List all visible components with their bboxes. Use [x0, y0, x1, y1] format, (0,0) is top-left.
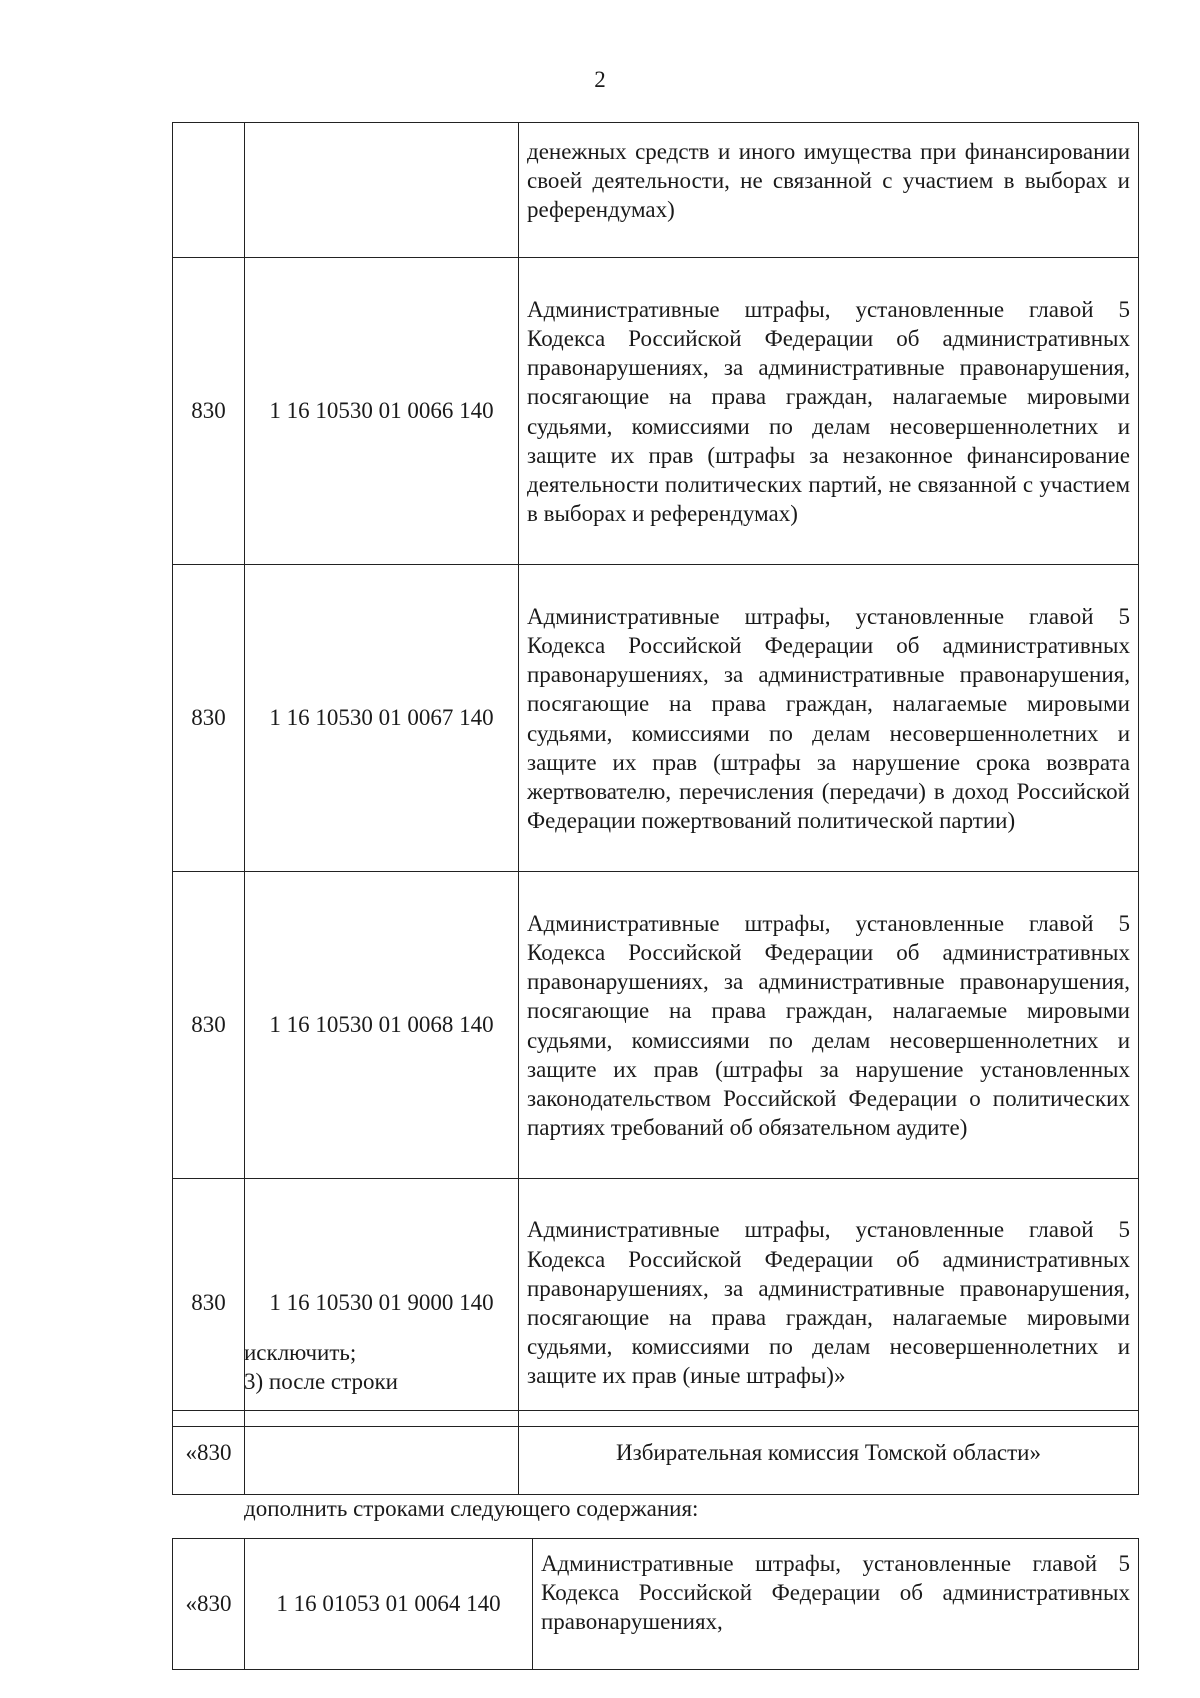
table-row [173, 123, 1139, 258]
admin-code-cell [173, 123, 245, 258]
kbk-code-cell: 1 16 10530 01 0067 140 [245, 565, 519, 872]
add-rows-paragraph: дополнить строками следующего содержания: [244, 1496, 699, 1521]
description-cell [519, 1179, 1139, 1427]
added-rows-table [172, 1538, 1139, 1670]
kbk-code-cell: 1 16 01053 01 0064 140 [245, 1539, 533, 1670]
description-cell: Избирательная комиссия Томской области» [519, 1411, 1139, 1495]
description-text: Административные штрафы, установленные главой 5 Кодекса Российской Федерации об административных правонарушениях, за административные правонарушения, посягающие на права граждан, налагаемые мировыми судьями, комиссиями по делам несовершеннолетних и защите их прав (штрафы за незаконное финансирование деятельности политических партий, не связанной с участием в выборах и референдумах) [527, 296, 1130, 527]
table-row [173, 1411, 1139, 1495]
admin-code-cell: 830 [173, 1179, 245, 1427]
description-cell [519, 258, 1139, 565]
description-text: Административные штрафы, установленные главой 5 Кодекса Российской Федерации об административных правонарушениях, за административные правонарушения, посягающие на права граждан, налагаемые мировыми судьями, комиссиями по делам несовершеннолетних и защите их прав (штрафы за нарушение срока возврата жертвователю, перечисления (передачи) в доход Российской Федерации пожертвований политической партии) [527, 603, 1130, 834]
exclude-paragraph: исключить; [244, 1340, 357, 1365]
table-row [173, 872, 1139, 1179]
description-text: Административные штрафы, установленные главой 5 Кодекса Российской Федерации об административных правонарушениях, [541, 1551, 1130, 1635]
kbk-code-cell: 1 16 10530 01 0068 140 [245, 872, 519, 1179]
table-row [173, 258, 1139, 565]
kbk-code-cell: 1 16 10530 01 0066 140 [245, 258, 519, 565]
after-row-paragraph: 3) после строки [244, 1369, 398, 1394]
description-text: Административные штрафы, установленные главой 5 Кодекса Российской Федерации об административных правонарушениях, за административные правонарушения, посягающие на права граждан, налагаемые мировыми судьями, комиссиями по делам несовершеннолетних и защите их прав (штрафы за нарушение установленных законодательством Российской Федерации о политических партиях требований об обязательном аудите) [527, 910, 1130, 1141]
description-cell [533, 1539, 1139, 1670]
table-row [173, 565, 1139, 872]
description-cell [519, 123, 1139, 258]
kbk-code-cell: 1 16 10530 01 9000 140 [245, 1179, 519, 1427]
description-text: денежных средств и иного имущества при финансировании своей деятельности, не связанной с участием в выборах и референдумах) [527, 139, 1130, 223]
page-number: 2 [594, 67, 606, 92]
kbk-code-cell [245, 123, 519, 258]
description-cell [519, 872, 1139, 1179]
description-cell [519, 565, 1139, 872]
table-row [173, 1539, 1139, 1670]
admin-code-cell: 830 [173, 258, 245, 565]
anchor-row-table [172, 1410, 1139, 1495]
revenue-codes-table [172, 122, 1139, 1427]
admin-code-cell: «830 [173, 1539, 245, 1670]
admin-code-cell: 830 [173, 872, 245, 1179]
kbk-code-cell [245, 1411, 519, 1495]
admin-code-cell: «830 [173, 1411, 245, 1495]
description-text: Административные штрафы, установленные главой 5 Кодекса Российской Федерации об административных правонарушениях, за административные правонарушения, посягающие на права граждан, налагаемые мировыми судьями, комиссиями по делам несовершеннолетних и защите их прав (иные штрафы)» [527, 1217, 1130, 1389]
admin-code-cell: 830 [173, 565, 245, 872]
